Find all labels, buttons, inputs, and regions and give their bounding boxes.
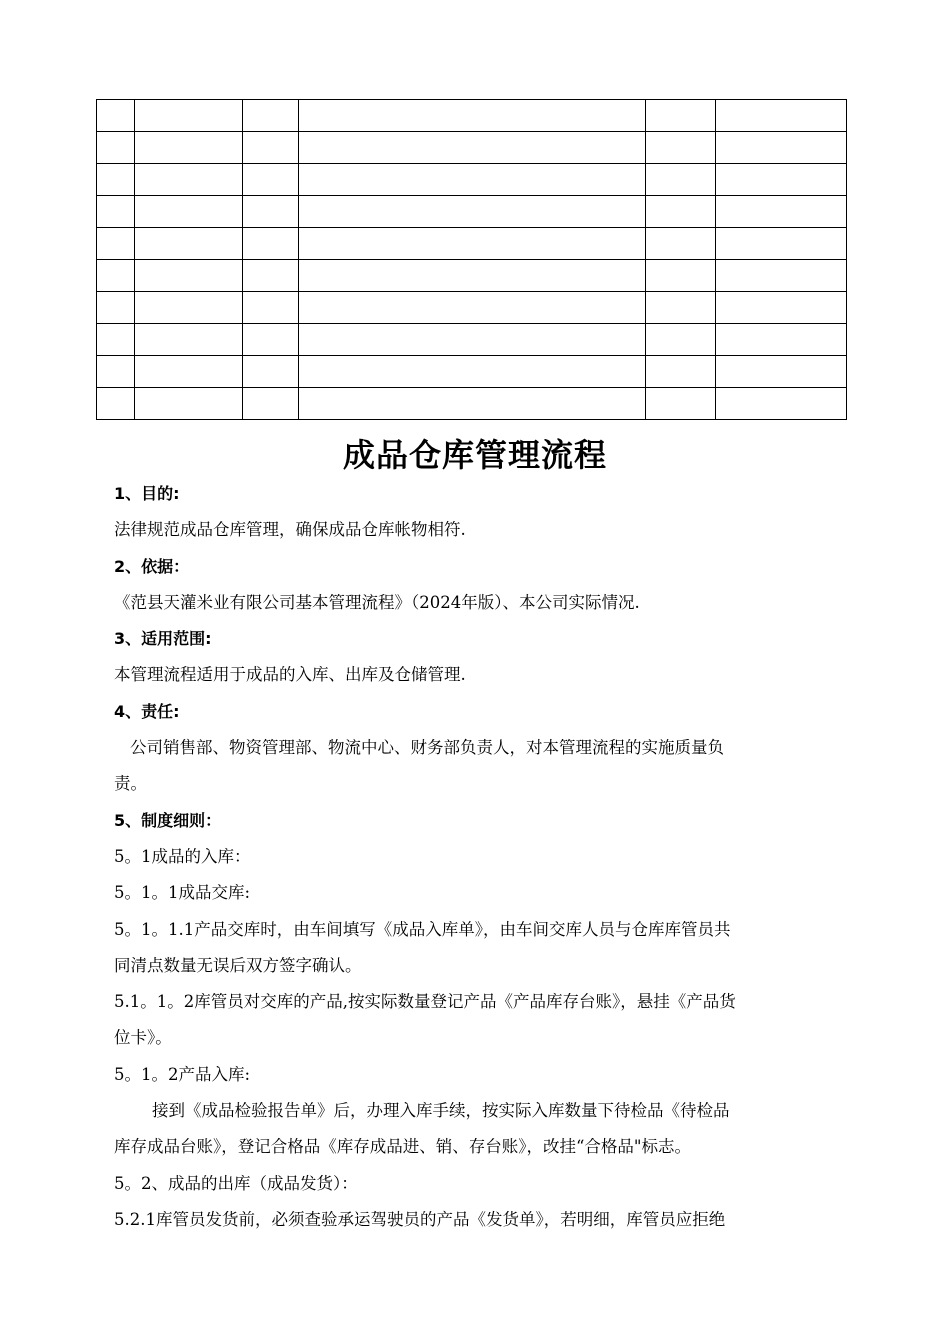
table-cell <box>646 292 716 324</box>
table-cell <box>135 228 243 260</box>
table-cell <box>299 132 646 164</box>
table-cell <box>135 356 243 388</box>
table-cell <box>97 356 135 388</box>
table-cell <box>716 196 847 228</box>
table-cell <box>299 164 646 196</box>
table-row <box>97 356 847 388</box>
table-cell <box>299 356 646 388</box>
document-body <box>114 476 834 1238</box>
table-cell <box>243 132 299 164</box>
paragraph-line: 《范县天灌米业有限公司基本管理流程》（2024年版）、本公司实际情况. <box>114 592 640 612</box>
table-cell <box>97 164 135 196</box>
paragraph-line: 同清点数量无误后双方签字确认。 <box>114 955 362 975</box>
table-row <box>97 100 847 132</box>
table-cell <box>97 100 135 132</box>
table-cell <box>243 356 299 388</box>
table-cell <box>135 132 243 164</box>
table-cell <box>299 292 646 324</box>
section-heading: 2、依据： <box>114 556 190 576</box>
table-row <box>97 324 847 356</box>
paragraph-line: 位卡》。 <box>114 1028 172 1048</box>
table-cell <box>243 388 299 420</box>
section-heading: 1、目的: <box>114 484 180 503</box>
paragraph-line: 5。2、成品的出库（成品发货）： <box>114 1173 358 1193</box>
table-cell <box>135 324 243 356</box>
table-cell <box>646 132 716 164</box>
table-cell <box>716 292 847 324</box>
table-cell <box>243 228 299 260</box>
table-cell <box>646 324 716 356</box>
paragraph-line: 5。1。2产品入库: <box>114 1064 251 1084</box>
table-cell <box>299 324 646 356</box>
table-cell <box>646 388 716 420</box>
table-cell <box>97 292 135 324</box>
table-cell <box>299 196 646 228</box>
table-row <box>97 228 847 260</box>
blank-table <box>96 99 847 420</box>
table-cell <box>299 228 646 260</box>
table-cell <box>299 100 646 132</box>
table-cell <box>243 164 299 196</box>
section-heading: 5、制度细则： <box>114 810 222 830</box>
table-cell <box>97 228 135 260</box>
table-row <box>97 388 847 420</box>
table-cell <box>135 292 243 324</box>
paragraph-line: 5.1。1。2库管员对交库的产品,按实际数量登记产品《产品库存台账》，悬挂《产品货 <box>114 992 736 1012</box>
paragraph-line: 责。 <box>114 774 147 794</box>
section-heading: 4、责任: <box>114 701 180 721</box>
paragraph-line: 本管理流程适用于成品的入库、出库及仓储管理. <box>114 665 466 685</box>
table-row <box>97 260 847 292</box>
page-title: 成品仓库管理流程 <box>342 436 607 474</box>
paragraph-line: 5。1。1.1产品交库时，由车间填写《成品入库单》，由车间交库人员与仓库库管员共 <box>114 919 731 939</box>
table-cell <box>646 164 716 196</box>
table-cell <box>646 196 716 228</box>
table-cell <box>646 100 716 132</box>
table-cell <box>243 100 299 132</box>
table-cell <box>135 260 243 292</box>
table-cell <box>716 100 847 132</box>
table-cell <box>716 388 847 420</box>
table-cell <box>299 260 646 292</box>
table-row <box>97 292 847 324</box>
paragraph-line: 5.2.1库管员发货前，必须查验承运驾驶员的产品《发货单》，若明细，库管员应拒绝 <box>114 1209 726 1229</box>
table-cell <box>243 324 299 356</box>
table-cell <box>97 196 135 228</box>
paragraph-line: 5。1。1成品交库: <box>114 883 251 903</box>
table-cell <box>716 324 847 356</box>
paragraph-line: 公司销售部、物资管理部、物流中心、财务部负责人，对本管理流程的实施质量负 <box>130 738 724 758</box>
paragraph-line: 库存成品台账》，登记合格品《库存成品进、销、存台账》，改挂“合格品"标志。 <box>114 1137 692 1157</box>
table-cell <box>716 228 847 260</box>
table-cell <box>97 260 135 292</box>
table-cell <box>716 260 847 292</box>
table-cell <box>299 388 646 420</box>
paragraph-line: 5。1成品的入库： <box>114 846 251 866</box>
table-row <box>97 196 847 228</box>
table-cell <box>646 260 716 292</box>
section-heading: 3、适用范围: <box>114 629 212 649</box>
paragraph-line: 法律规范成品仓库管理，确保成品仓库帐物相符. <box>114 520 466 540</box>
table-cell <box>135 100 243 132</box>
table-cell <box>716 164 847 196</box>
table-cell <box>646 228 716 260</box>
table-cell <box>135 164 243 196</box>
table-row <box>97 132 847 164</box>
table-cell <box>243 196 299 228</box>
table-cell <box>646 356 716 388</box>
table-cell <box>97 324 135 356</box>
table-cell <box>716 132 847 164</box>
table-cell <box>135 388 243 420</box>
table-cell <box>716 356 847 388</box>
table-cell <box>97 132 135 164</box>
table-cell <box>243 292 299 324</box>
table-cell <box>97 388 135 420</box>
table-cell <box>243 260 299 292</box>
table-row <box>97 164 847 196</box>
paragraph-line: 接到《成品检验报告单》后，办理入库手续，按实际入库数量下待检品《待检品 <box>152 1101 730 1121</box>
table-cell <box>135 196 243 228</box>
